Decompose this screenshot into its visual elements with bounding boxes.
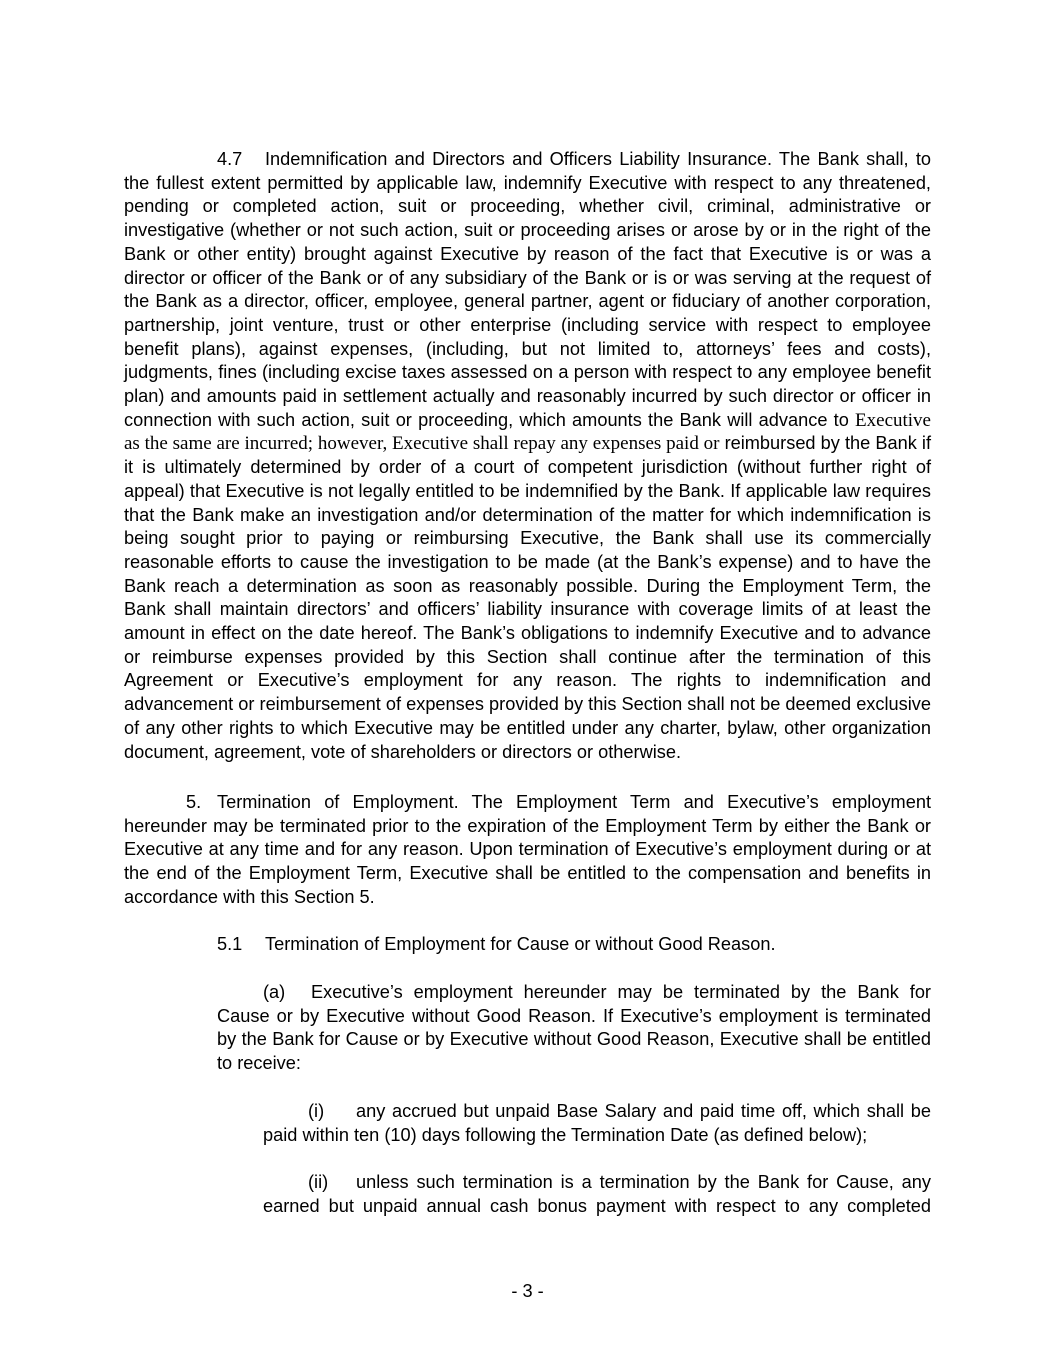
paragraph-ii bbox=[263, 1171, 931, 1218]
section-heading: Indemnification and Directors and Officers Liability Insurance. bbox=[265, 149, 773, 169]
section-number: 5.1 bbox=[217, 934, 243, 954]
section-5-paragraph bbox=[124, 791, 931, 910]
paragraph-text: any accrued but unpaid Base Salary and paid time off, which shall be paid within ten (10) days following the Termination Date (as defined below); bbox=[263, 1101, 931, 1145]
section-5-1-heading bbox=[217, 933, 931, 957]
section-body-text-cont: reimbursed by the Bank if it is ultimately determined by order of a court of competent jurisdiction (without further right of appeal) that Executive is not legally entitled to be indemnified by the Bank. If applicable law requires that the Bank make an investigation and/or determination of the matter for which indemnification is being sought prior to paying or reimbursing Executive, the Bank shall use its commercially reasonable efforts to cause the investigation to be made (at the Bank’s expense) and to have the Bank reach a determination as soon as reasonably possible. During the Employment Term, the Bank shall maintain directors’ and officers’ liability insurance with coverage limits of at least the amount in effect on the date hereof. The Bank’s obligations to indemnify Executive and to advance or reimburse expenses provided by this Section shall continue after the termination of this Agreement or Executive’s employment for any reason. The rights to indemnification and advancement or reimbursement of expenses provided by this Section shall not be deemed exclusive of any other rights to which Executive may be entitled under any charter, bylaw, other organization document, agreement, vote of shareholders or directors or otherwise. bbox=[124, 433, 932, 762]
paragraph-number: (a) bbox=[263, 982, 286, 1002]
paragraph-i bbox=[263, 1100, 931, 1147]
section-body-text-serif: Executive as the same are incurred; however, Executive shall repay any expenses paid or bbox=[124, 409, 931, 455]
paragraph-text: Executive’s employment hereunder may be terminated by the Bank for Cause or by Executive without Good Reason. If Executive’s employment is terminated by the Bank for Cause or by Executive without Good Reason, Executive shall be entitled to receive: bbox=[217, 982, 931, 1074]
paragraph-number: (i) bbox=[308, 1101, 325, 1121]
section-4-7-paragraph bbox=[124, 148, 931, 764]
section-number: 5. bbox=[186, 792, 202, 812]
section-heading: Termination of Employment for Cause or without Good Reason. bbox=[265, 934, 776, 954]
section-heading: Termination of Employment. bbox=[217, 792, 459, 812]
section-number: 4.7 bbox=[217, 149, 243, 169]
paragraph-number: (ii) bbox=[308, 1172, 329, 1192]
section-body-text: The Bank shall, to the fullest extent permitted by applicable law, indemnify Executive with respect to any threatened, pending or completed action, suit or proceeding, whether civil, criminal, administrative or investigative (whether or not such action, suit or proceeding arises or arose by or in the right of the Bank or other entity) brought against Executive by reason of the fact that Executive is or was a director or officer of the Bank or of any subsidiary of the Bank or is or was serving at the request of the Bank as a director, officer, employee, general partner, agent or fiduciary of another corporation, partnership, joint venture, trust or other enterprise (including service with respect to employee benefit plans), against expenses, (including, but not limited to, attorneys’ fees and costs), judgments, fines (including excise taxes assessed on a person with respect to any employee benefit plan) and amounts paid in settlement actually and reasonably incurred by such director or officer in connection with such action, suit or proceeding, which amounts the Bank will advance to bbox=[124, 149, 931, 430]
section-body-text: The Employment Term and Executive’s employment hereunder may be terminated prior to the expiration of the Employment Term by either the Bank or Executive at any time and for any reason. Upon termination of Executive’s employment during or at the end of the Employment Term, Executive shall be entitled to the compensation and benefits in accordance with this Section 5. bbox=[124, 792, 931, 907]
paragraph-text: unless such termination is a termination by the Bank for Cause, any earned but unpaid annual cash bonus payment with respect to any completed bbox=[263, 1172, 931, 1216]
paragraph-a bbox=[217, 981, 931, 1076]
page-number: - 3 - bbox=[511, 1281, 544, 1301]
